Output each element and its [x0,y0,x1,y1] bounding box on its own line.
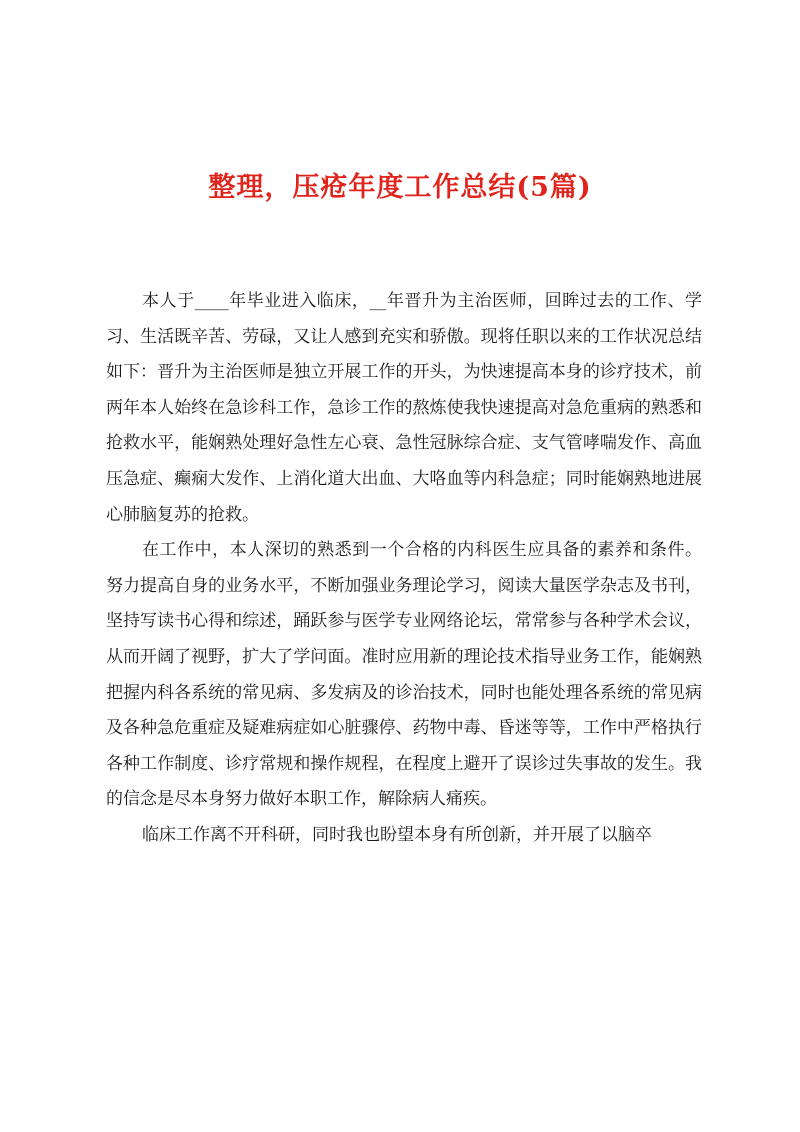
paragraph: 临床工作离不开科研，同时我也盼望本身有所创新，并开展了以脑卒 [142,824,652,845]
paragraph: 在工作中，本人深切的熟悉到一个合格的内科医生应具备的素养和条件。努力提高自身的业务水平，不断加强业务理论学习，阅读大量医学杂志及书刊，坚持写读书心得和综述，踊跃参与医学专业网络论坛，常常参与各种学术会议，从而开阔了视野，扩大了学问面。准时应用新的理论技术指导业务工作，能娴熟把握内科各系统的常见病、多发病及的诊治技术，同时也能处理各系统的常见病及各种急危重症及疑难病症如心脏骤停、药物中毒、昏迷等等，工作中严格执行各种工作制度、诊疗常规和操作规程，在程度上避开了误诊过失事故的发生。我的信念是尽本身努力做好本职工作，解除病人痛疾。 [106,540,702,810]
document-title: 整理，压疮年度工作总结(5篇) [208,172,592,203]
document-body [106,284,702,854]
paragraph: 本人于____年毕业进入临床，__年晋升为主治医师，回眸过去的工作、学习、生活既辛苦、劳碌，又让人感到充实和骄傲。现将任职以来的工作状况总结如下：晋升为主治医师是独立开展工作的开头，为快速提高本身的诊疗技术，前两年本人始终在急诊科工作，急诊工作的熬炼使我快速提高对急危重病的熟悉和抢救水平，能娴熟处理好急性左心衰、急性冠脉综合症、支气管哮喘发作、高血压急症、癫痫大发作、上消化道大出血、大咯血等内科急症；同时能娴熟地进展心肺脑复苏的抢救。 [106,291,702,525]
